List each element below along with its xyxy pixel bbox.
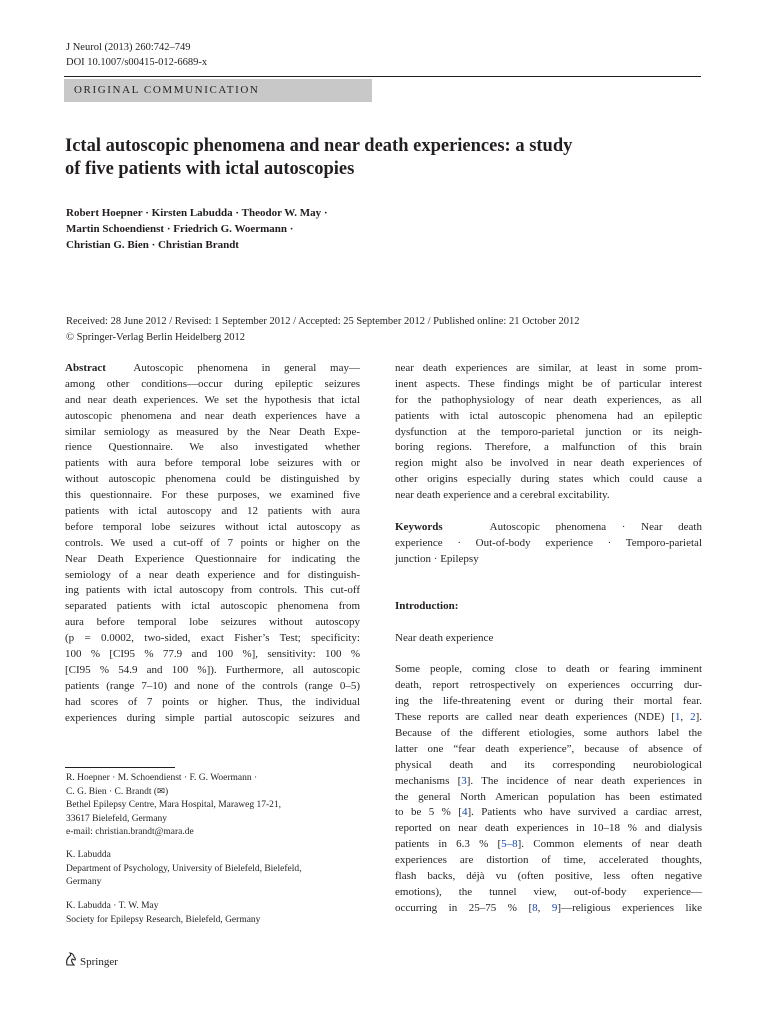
section-label: ORIGINAL COMMUNICATION <box>64 79 372 102</box>
header-rule <box>64 76 701 77</box>
affiliation-epilepsy-research: K. Labudda · T. W. May Society for Epilepsy Research, Bielefeld, Germany <box>66 901 261 925</box>
right-column <box>395 361 702 917</box>
citation-link[interactable]: 8 <box>532 901 538 914</box>
introduction-text: Some people, coming close to death or fearing imminent death, report retrospectively on experiences occurring dur- ing the life-threatening event or during their mortal fear. These reports are called near death experiences (NDE) [1, 2]. Because of the different etiologies, some authors label the latter one “fear death experience”, because of absence of physical death and its corresponding neurobiological mechanisms [3]. The incidence of near death experiences in the general North American population has been estimated to be 5 % [4]. Patients who have survived a cardiac arrest, reported on near death experiences in 10–18 % and dialysis patients in 6.3 % [5–8]. Common elements of near death experiences are distortion of time, accelerated thoughts, flash backs, déjà vu (often positive, less often negative emotions), the tunnel view, out-of-body experience— occurring in 25–75 % [8, 9]—religious experiences like <box>395 663 703 914</box>
affiliation-bethel: R. Hoepner · M. Schoendienst · F. G. Woermann · C. G. Bien · C. Brandt (✉) Bethel Epilepsy Centre, Mara Hospital, Maraweg 17-21, 33617 Bielefeld, Germany e-mail: christian.brandt@mara.de <box>66 772 281 840</box>
citation-link[interactable]: 3 <box>461 774 467 787</box>
citation-link[interactable]: 1 <box>674 711 681 724</box>
citation-link[interactable]: 2 <box>690 711 696 724</box>
footnote-rule <box>65 767 175 768</box>
author-list: Robert Hoepner · Kirsten Labudda · Theodor W. May · Martin Schoendienst · Friedrich G. Woermann · Christian G. Bien · Christian Brandt <box>66 207 328 251</box>
keywords-label: Keywords <box>395 521 443 534</box>
springer-horse-icon <box>64 952 77 971</box>
introduction-heading: Introduction: <box>395 599 459 612</box>
subsection-heading: Near death experience <box>395 631 494 644</box>
journal-citation: J Neurol (2013) 260:742–749 <box>66 42 191 53</box>
paper-title: Ictal autoscopic phenomena and near death experiences: a study of five patients with ictal autoscopies <box>65 136 573 179</box>
citation-link[interactable]: 4 <box>461 806 468 819</box>
publisher-name: Springer <box>80 955 118 968</box>
abstract: Abstract Autoscopic phenomena in general may— among other conditions—occur during epileptic seizures and near death experiences. We set the hypothesis that ictal autoscopic phenomena and near death experiences have a similar semiology as measured by the Near Death Expe- rience Questionnaire. We also investigated whether patients with aura before temporal lobe seizures with or without autoscopic phenomena could be distinguished by this questionnaire. For these purposes, we examined five patients with ictal autoscopy and 12 patients with aura before temporal lobe seizures without ictal autoscopy as controls. We used a cut-off of 7 points or higher on the Near Death Experience Questionnaire for indicating the semiology of a near death experience and for distinguish- ing patients with ictal autoscopy from controls. This cut-off separated patients with ictal autoscopic phenomena from aura before temporal lobe seizures without autoscopy (p = 0.0002, two-sided, exact Fisher’s Test; specificity: 100 % [CI95 % 77.9 and 100 %], sensitivity: 100 % [CI95 % 54.9 and 100 %]). Furthermore, all autoscopic patients (range 7–10) and none of the controls (range 0–5) had scores of 7 points or higher. Thus, the individual experiences during simple partial autoscopic seizures and <box>65 362 360 724</box>
citation-link[interactable]: 5–8 <box>501 838 518 851</box>
publisher-footer <box>64 952 118 971</box>
abstract-label: Abstract <box>65 362 106 374</box>
keywords: Keywords Autoscopic phenomena · Near death experience · Out-of-body experience · Temporo-parietal junction · Epilepsy <box>395 521 702 565</box>
publication-dates: Received: 28 June 2012 / Revised: 1 September 2012 / Accepted: 25 September 2012 / Published online: 21 October 2012 © Springer-Verlag Berlin Heidelberg 2012 <box>66 316 580 343</box>
doi: DOI 10.1007/s00415-012-6689-x <box>66 57 208 68</box>
citation-link[interactable]: 9 <box>551 901 558 914</box>
affiliation-psychology: K. Labudda Department of Psychology, University of Bielefeld, Bielefeld, Germany <box>66 850 302 888</box>
email-link[interactable]: e-mail: christian.brandt@mara.de <box>66 827 194 838</box>
abstract-continued: near death experiences are similar, at least in some prom- inent aspects. These findings might be of particular interest for the pathophysiology of near death experiences, as all patients with ictal autoscopic phenomena had an epileptic dysfunction at the temporo-parietal junction or its neigh- boring regions. Therefore, a malfunction of this brain region might also be involved in near death experiences of other origins especially during states which could cause a near death experience and a cerebral excitability. <box>395 362 702 502</box>
